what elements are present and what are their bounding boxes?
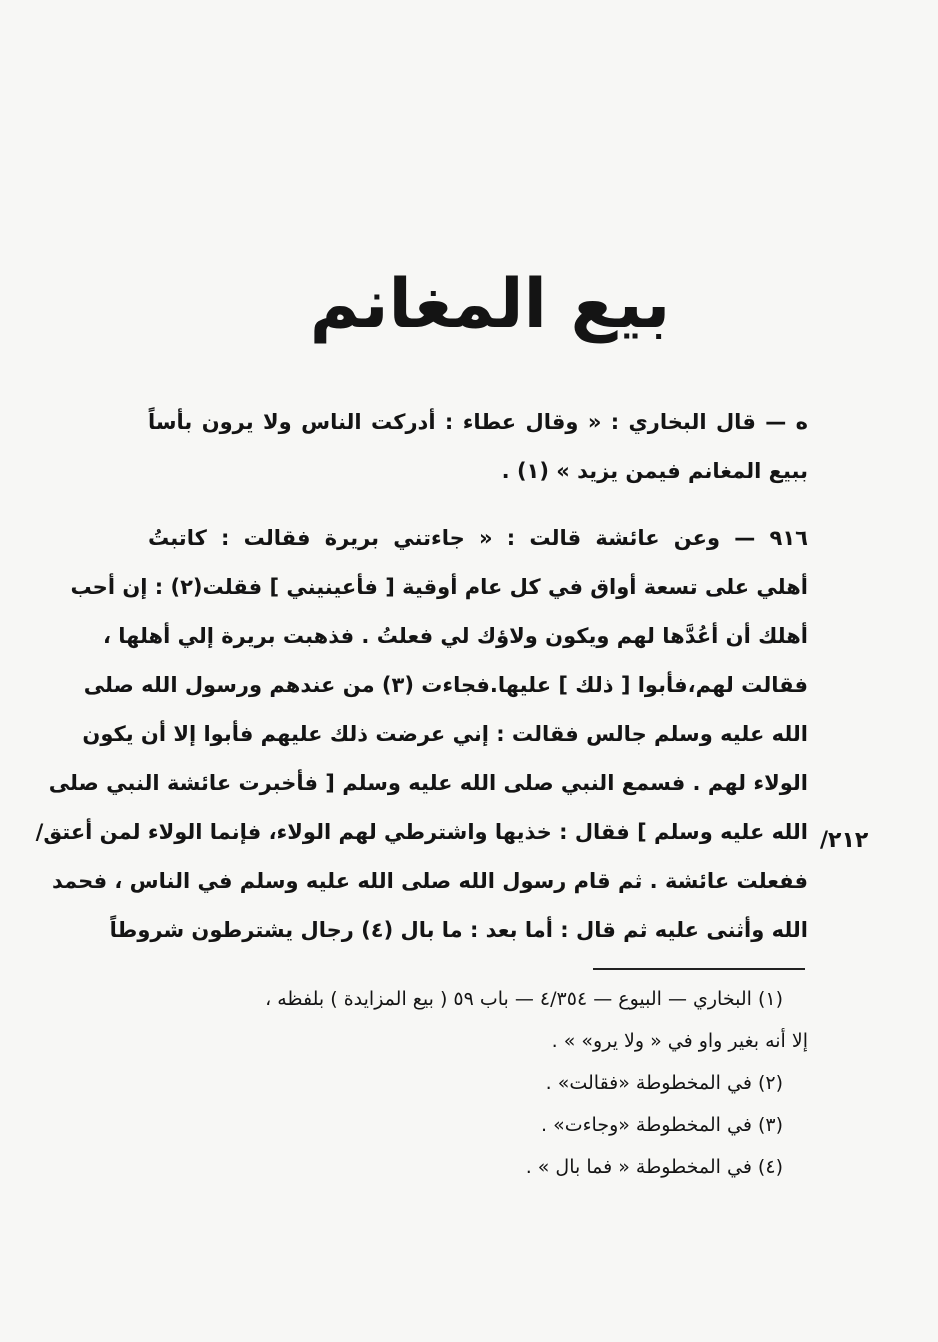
body-line: الولاء لهم . فسمع النبي صلى الله عليه وسلم [ فأخبرت عائشة النبي صلى: [48, 771, 808, 795]
body-text: [35, 398, 808, 955]
paragraph-gap: [148, 496, 808, 514]
body-line: ففعلت عائشة . ثم قام رسول الله صلى الله عليه وسلم في الناس ، فحمد: [51, 869, 808, 893]
body-line: الله عليه وسلم ] فقال : خذيها واشترطي لهم الولاء، فإنما الولاء لمن أعتق/: [35, 820, 808, 844]
body-line: ببيع المغانم فيمن يزيد » (١) .: [501, 459, 808, 483]
footnote: (٤) في المخطوطة « فما بال » .: [525, 1156, 783, 1178]
chapter-title: بيع المغانم: [309, 265, 671, 344]
footnote: (٣) في المخطوطة «وجاءت» .: [541, 1114, 783, 1136]
body-line: الله وأثنى عليه ثم قال : أما بعد : ما بال (٤) رجال يشترطون شروطاً: [109, 918, 808, 942]
body-line: ٩١٦ — وعن عائشة قالت : « جاءتني بريرة فقالت : كاتبتُ: [148, 526, 808, 550]
footnote: إلا أنه بغير واو في « ولا يرو» » .: [551, 1030, 808, 1052]
footnote-divider: [593, 968, 805, 970]
footnote: (١) البخاري — البيوع — ٤/٣٥٤ — باب ٥٩ ( بيع المزايدة ) بلفظه ،: [265, 988, 783, 1010]
footnotes: [150, 978, 808, 1188]
footnote: (٢) في المخطوطة «فقالت» .: [545, 1072, 783, 1094]
body-line: الله عليه وسلم جالس فقالت : إني عرضت ذلك عليهم فأبوا إلا أن يكون: [82, 722, 808, 746]
body-line: أهلك أن أعُدَّها لهم ويكون ولاؤك لي فعلتُ . فذهبت بريرة إلي أهلها ،: [102, 624, 808, 648]
body-line: أهلي على تسعة أواق في كل عام أوقية [ فأعينيني ] فقلت(٢) : إن أحب: [70, 575, 808, 599]
body-line: فقالت لهم،فأبوا [ ذلك ] عليها.فجاءت (٣) من عندهم ورسول الله صلى: [83, 673, 808, 697]
body-line: ه — قال البخاري : « وقال عطاء : أدركت الناس ولا يرون بأساً: [148, 410, 808, 434]
manuscript-page-marker: ٢١٢/: [820, 828, 869, 853]
